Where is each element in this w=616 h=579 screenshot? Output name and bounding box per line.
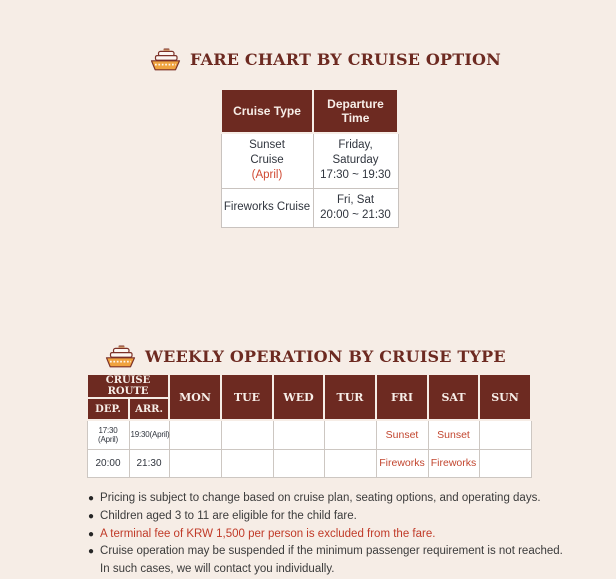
fare-cell-cruise-type	[221, 188, 313, 227]
fare-row-sunset	[221, 133, 398, 188]
note-text: Pricing is subject to change based on cruise plan, seating options, and operating days.	[100, 492, 541, 504]
week-header-fri: FRI	[376, 374, 428, 420]
note-text: Children aged 3 to 11 are eligible for the child fare.	[100, 509, 357, 522]
note-text: In such cases, we will contact you individually.	[100, 563, 335, 576]
arr-time-cell: 21:30	[129, 449, 169, 477]
day-cell-tue	[221, 420, 273, 449]
week-header-sat: SAT	[428, 374, 479, 420]
bullet-icon: ●	[88, 528, 95, 540]
departure-hours: 17:30 ~ 19:30	[320, 169, 391, 182]
day-cell-sat: Sunset	[428, 420, 479, 449]
note-text: Cruise operation may be suspended if the minimum passenger requirement is not reached.	[100, 545, 563, 558]
weekly-section-title	[105, 345, 506, 368]
departure-hours: 20:00 ~ 21:30	[320, 208, 391, 221]
day-cell-sun	[479, 449, 531, 477]
departure-days: Friday, Saturday	[332, 139, 379, 167]
note-pricing	[88, 490, 598, 508]
day-cell-sat: Fireworks	[428, 449, 479, 477]
notes-list	[88, 490, 598, 579]
week-header-wed: WED	[273, 374, 324, 420]
week-header-dep: DEP.	[87, 398, 129, 420]
fare-table	[220, 88, 399, 228]
dep-time-cell: 17:30 (April)	[87, 420, 129, 449]
cruise-type-line: Fireworks Cruise	[223, 201, 311, 213]
week-header-arr: ARR.	[129, 398, 169, 420]
day-cell-mon	[169, 420, 221, 449]
week-row-sunset	[87, 420, 531, 449]
fare-section-title	[150, 48, 501, 71]
fare-cell-departure-time	[313, 133, 398, 188]
departure-days: Fri, Sat	[336, 193, 375, 206]
day-cell-wed	[273, 420, 324, 449]
arr-time-cell: 19:30(April)	[129, 420, 169, 449]
note-children	[88, 508, 598, 526]
cruise-type-note: (April)	[251, 169, 283, 182]
fare-row-fireworks	[221, 188, 398, 227]
dep-time-cell: 20:00	[87, 449, 129, 477]
note-suspension-continuation	[88, 561, 598, 579]
cruise-type-line: Sunset	[249, 139, 285, 152]
bullet-icon: ●	[88, 510, 95, 522]
note-terminal-fee	[88, 526, 598, 544]
bullet-icon: ●	[88, 493, 95, 504]
week-header-tur: TUR	[324, 374, 376, 420]
ship-icon	[150, 48, 181, 71]
day-cell-fri: Sunset	[376, 420, 428, 449]
fare-cell-departure-time	[313, 188, 398, 227]
week-header-sun: SUN	[479, 374, 531, 420]
day-cell-sun	[479, 420, 531, 449]
day-cell-tur	[324, 449, 376, 477]
day-cell-wed	[273, 449, 324, 477]
weekly-section-heading: WEEKLY OPERATION BY CRUISE TYPE	[145, 347, 506, 366]
fare-section-heading: FARE CHART BY CRUISE OPTION	[190, 50, 502, 69]
week-header-tue: TUE	[221, 374, 273, 420]
fare-col-header-departure-time: Departure Time	[313, 89, 398, 133]
day-cell-tue	[221, 449, 273, 477]
note-text: A terminal fee of KRW 1,500 per person is excluded from the fare.	[100, 527, 436, 540]
week-row-fireworks	[87, 449, 531, 477]
fare-col-header-cruise-type: Cruise Type	[221, 89, 313, 133]
ship-icon	[105, 345, 136, 368]
day-cell-tur	[324, 420, 376, 449]
week-header-mon: MON	[169, 374, 221, 420]
day-cell-fri: Fireworks	[376, 449, 428, 477]
fare-cell-cruise-type	[221, 133, 313, 188]
day-cell-mon	[169, 449, 221, 477]
bullet-icon: ●	[88, 546, 95, 558]
weekly-operation-table	[86, 373, 532, 478]
week-header-cruise-route: CRUISE ROUTE	[87, 374, 169, 398]
note-suspension	[88, 543, 598, 561]
cruise-type-line: Cruise	[250, 154, 284, 167]
